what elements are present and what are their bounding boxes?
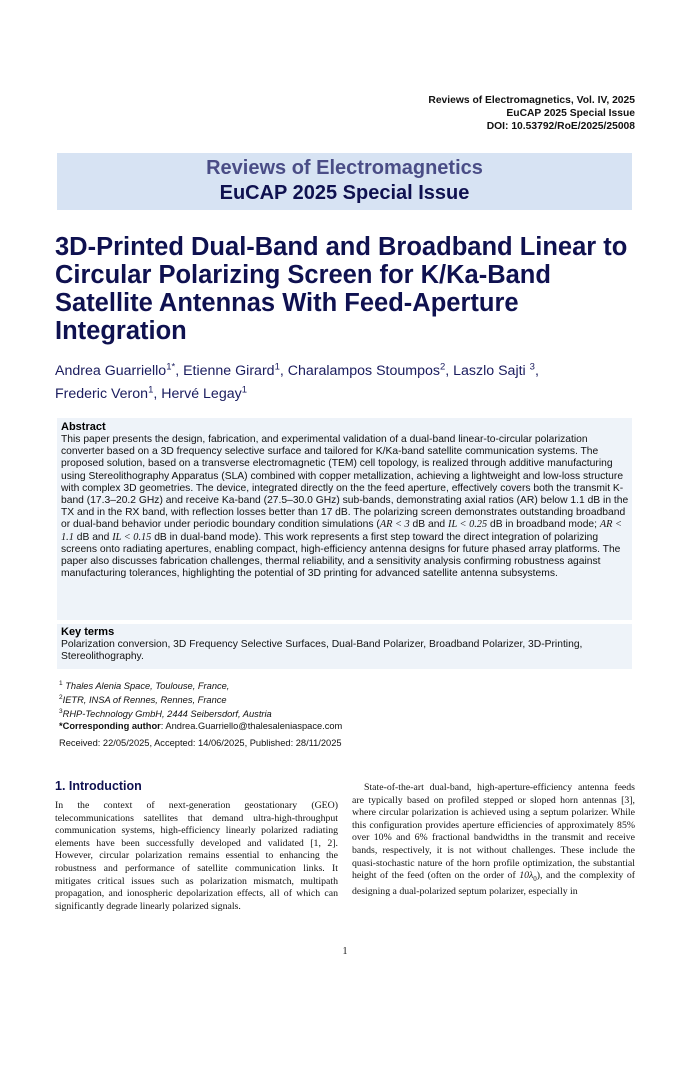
abstract-heading: Abstract — [61, 421, 106, 433]
key-terms-body: Polarization conversion, 3D Frequency Selective Surfaces, Dual-Band Polarizer, Broadband Polarizer, 3D-Printing, Stereolithography. — [61, 639, 583, 663]
affiliation-1: $^1$ Thales Alenia Space, Toulouse, France, — [59, 680, 230, 692]
abstract — [61, 421, 633, 580]
affiliation-3: $^3$RHP-Technology GmbH, 2444 Seibersdorf, Austria — [59, 708, 272, 720]
author-4: Laszlo Sajti $^3$, — [453, 361, 539, 379]
banner-journal-name: Reviews of Electromagnetics — [206, 157, 483, 179]
journal-issue: EuCAP 2025 Special Issue — [506, 108, 635, 119]
journal-volume: Reviews of Electromagnetics, Vol. IV, 2025 — [428, 95, 635, 106]
intro-paragraph-1: In the context of next-generation geostationary (GEO) telecommunications satellites that demand ultra-high-throughput communication systems, high-efficiency linearly polarized radiating elements have been successfully developed and validated [1, 2]. However, circular polarization remains essential to enhancing the robustness and performance of satellite communication links. It mitigates critical issues such as polarization mismatch, multipath propagation, and ionospheric depolarization effects, all of which can significantly degrade linearly polarized signals. — [55, 800, 338, 912]
author-3: Charalampos Stoumpos$^2$, — [287, 361, 454, 379]
intro-right-column — [352, 782, 635, 898]
author-list — [55, 357, 645, 404]
corresponding-author: *Corresponding author: Andrea.Guarriello@thalesaleniaspace.com — [59, 721, 343, 732]
paper-title: 3D-Printed Dual-Band and Broadband Linear to Circular Polarizing Screen for K/Ka-Band Satellite Antennas With Feed-Aperture Integration — [55, 233, 628, 345]
key-terms-heading: Key terms — [61, 626, 115, 638]
journal-banner — [57, 153, 632, 210]
affiliation-2: $^2$IETR, INSA of Rennes, Rennes, France — [59, 694, 227, 706]
key-terms — [61, 626, 633, 663]
author-5: Frederic Veron$^1$, — [55, 384, 162, 403]
intro-left-column — [55, 800, 338, 913]
affiliations — [59, 678, 342, 732]
publication-dates: Received: 22/05/2025, Accepted: 14/06/2025, Published: 28/11/2025 — [59, 738, 342, 748]
author-2: Etienne Girard$^1$, — [183, 361, 288, 379]
journal-doi: DOI: 10.53792/RoE/2025/25008 — [486, 121, 635, 132]
journal-info — [428, 94, 635, 133]
banner-special-issue: EuCAP 2025 Special Issue — [219, 182, 470, 204]
introduction-heading: 1. Introduction — [55, 779, 142, 793]
author-1: Andrea Guarriello$^{1*}$, — [55, 361, 184, 379]
page-number: 1 — [342, 946, 348, 957]
author-6: Hervé Legay$^1$ — [161, 384, 247, 403]
intro-paragraph-2: State-of-the-art dual-band, high-aperture-efficiency antenna feeds are typically based on profiled stepped or sloped horn antennas [3], where circular polarization is achieved using a septum polarizer. While this configuration provides aperture efficiencies of approximately 85% over 10% and 6% fractional bandwidths in the transmit and receive bands, respectively, it is not without challenges. These include the quasi-stochastic nature of the horn profile optimization, the substantial height of the feed (often on the order of $10\lambda_0$), and the complexity of designing a dual-polarized septum polarizer, especially in — [352, 782, 635, 897]
abstract-body: This paper presents the design, fabrication, and experimental validation of a dual-band linear-to-circular polarization converter based on a 3D frequency selective surface and tailored for K/Ka-band satellite communication systems. The proposed solution, based on a transverse electromagnetic (TEM) cell topology, is realized through additive manufacturing using Stereolithography Apparatus (SLA) combined with copper metallization, achieving a lightweight and low-loss structure with complex 3D geometries. The device, integrated directly on the the feed aperture, effectively covers both the transmit K-band (17.3–20.2 GHz) and receive Ka-band (27.5–30.0 GHz) sub-bands, demonstrating axial ratios (AR) below 1.1 dB in the TX and in the RX band, with reflection losses better than 17 dB. The polarizing screen demonstrates outstanding broadband or dual-band behavior under periodic boundary condition simulations (AR < 3 dB and IL < 0.25 dB in broadband mode; AR < 1.1 dB and IL < 0.15 dB in dual-band mode). This work represents a first step toward the direct integration of polarizing screens onto radiating apertures, enabling compact, high-efficiency antenna designs for future phased array platforms. The paper also discusses fabrication challenges, thermal reliability, and a sensitivity analysis confirming robustness against manufacturing tolerances, highlighting the potential of 3D printing for advanced satellite antenna subsystems. — [61, 434, 629, 580]
